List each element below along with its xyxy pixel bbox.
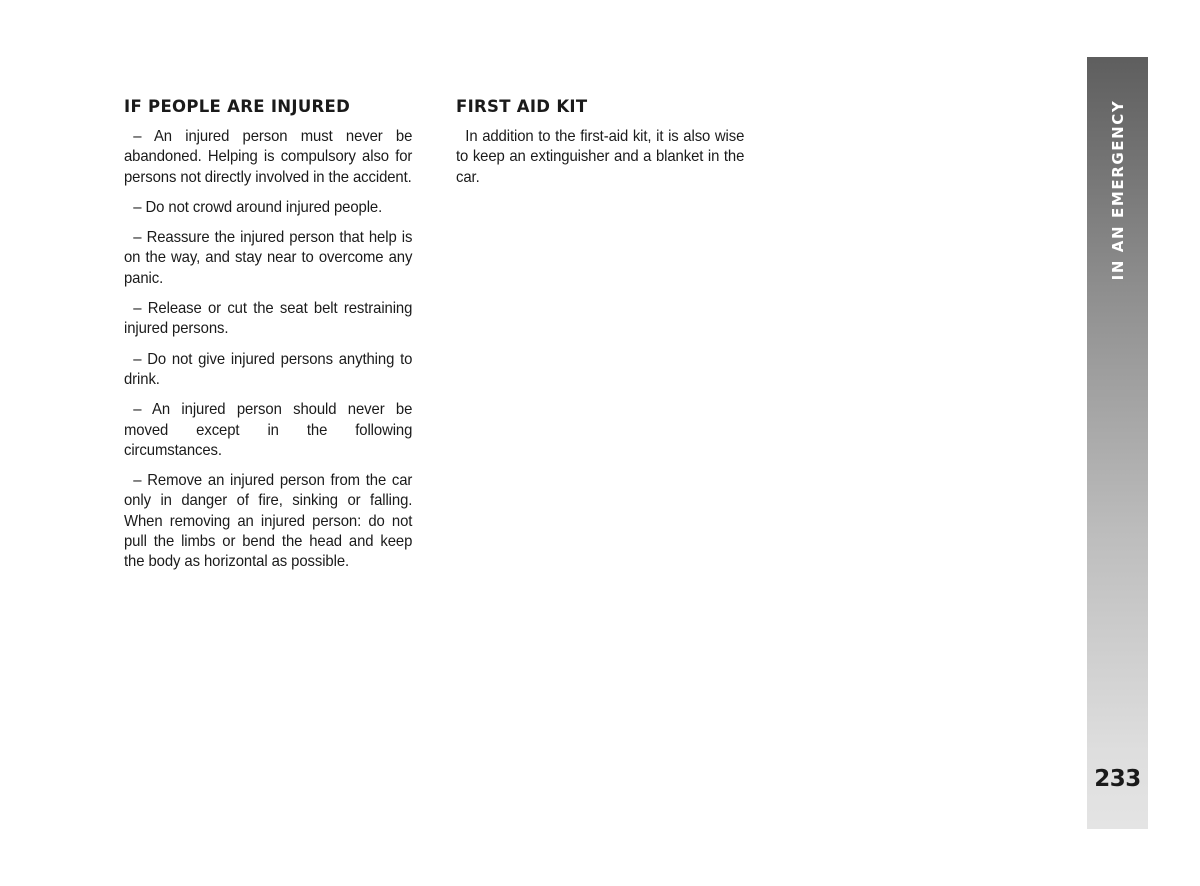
first-aid-section (456, 96, 744, 198)
chapter-label: IN AN EMERGENCY (1109, 99, 1127, 281)
injured-section (124, 96, 412, 583)
paragraph: – Release or cut the seat belt restraining injured persons. (124, 300, 413, 338)
paragraph: – Remove an injured person from the car only in danger of fire, sinking or falling. When removing an injured person: do not pull the limbs or bend the head and keep the body as horizontal as possible. (124, 472, 413, 571)
paragraph: – Do not crowd around injured people. (133, 198, 383, 216)
paragraph: In addition to the first-aid kit, it is also wise to keep an extinguisher and a blanket in the car. (456, 128, 745, 186)
paragraph: – Do not give injured persons anything to drink. (124, 350, 413, 388)
section-heading-injured: IF PEOPLE ARE INJURED (124, 97, 351, 116)
page-number: 233 (1094, 766, 1141, 792)
paragraph: – An injured person should never be moved except in the following circumstances. (124, 401, 413, 459)
paragraph: – Reassure the injured person that help is on the way, and stay near to overcome any panic. (124, 229, 413, 287)
section-heading-first-aid: FIRST AID KIT (456, 97, 588, 116)
paragraph: – An injured person must never be abandoned. Helping is compulsory also for persons not directly involved in the accident. (124, 128, 413, 186)
